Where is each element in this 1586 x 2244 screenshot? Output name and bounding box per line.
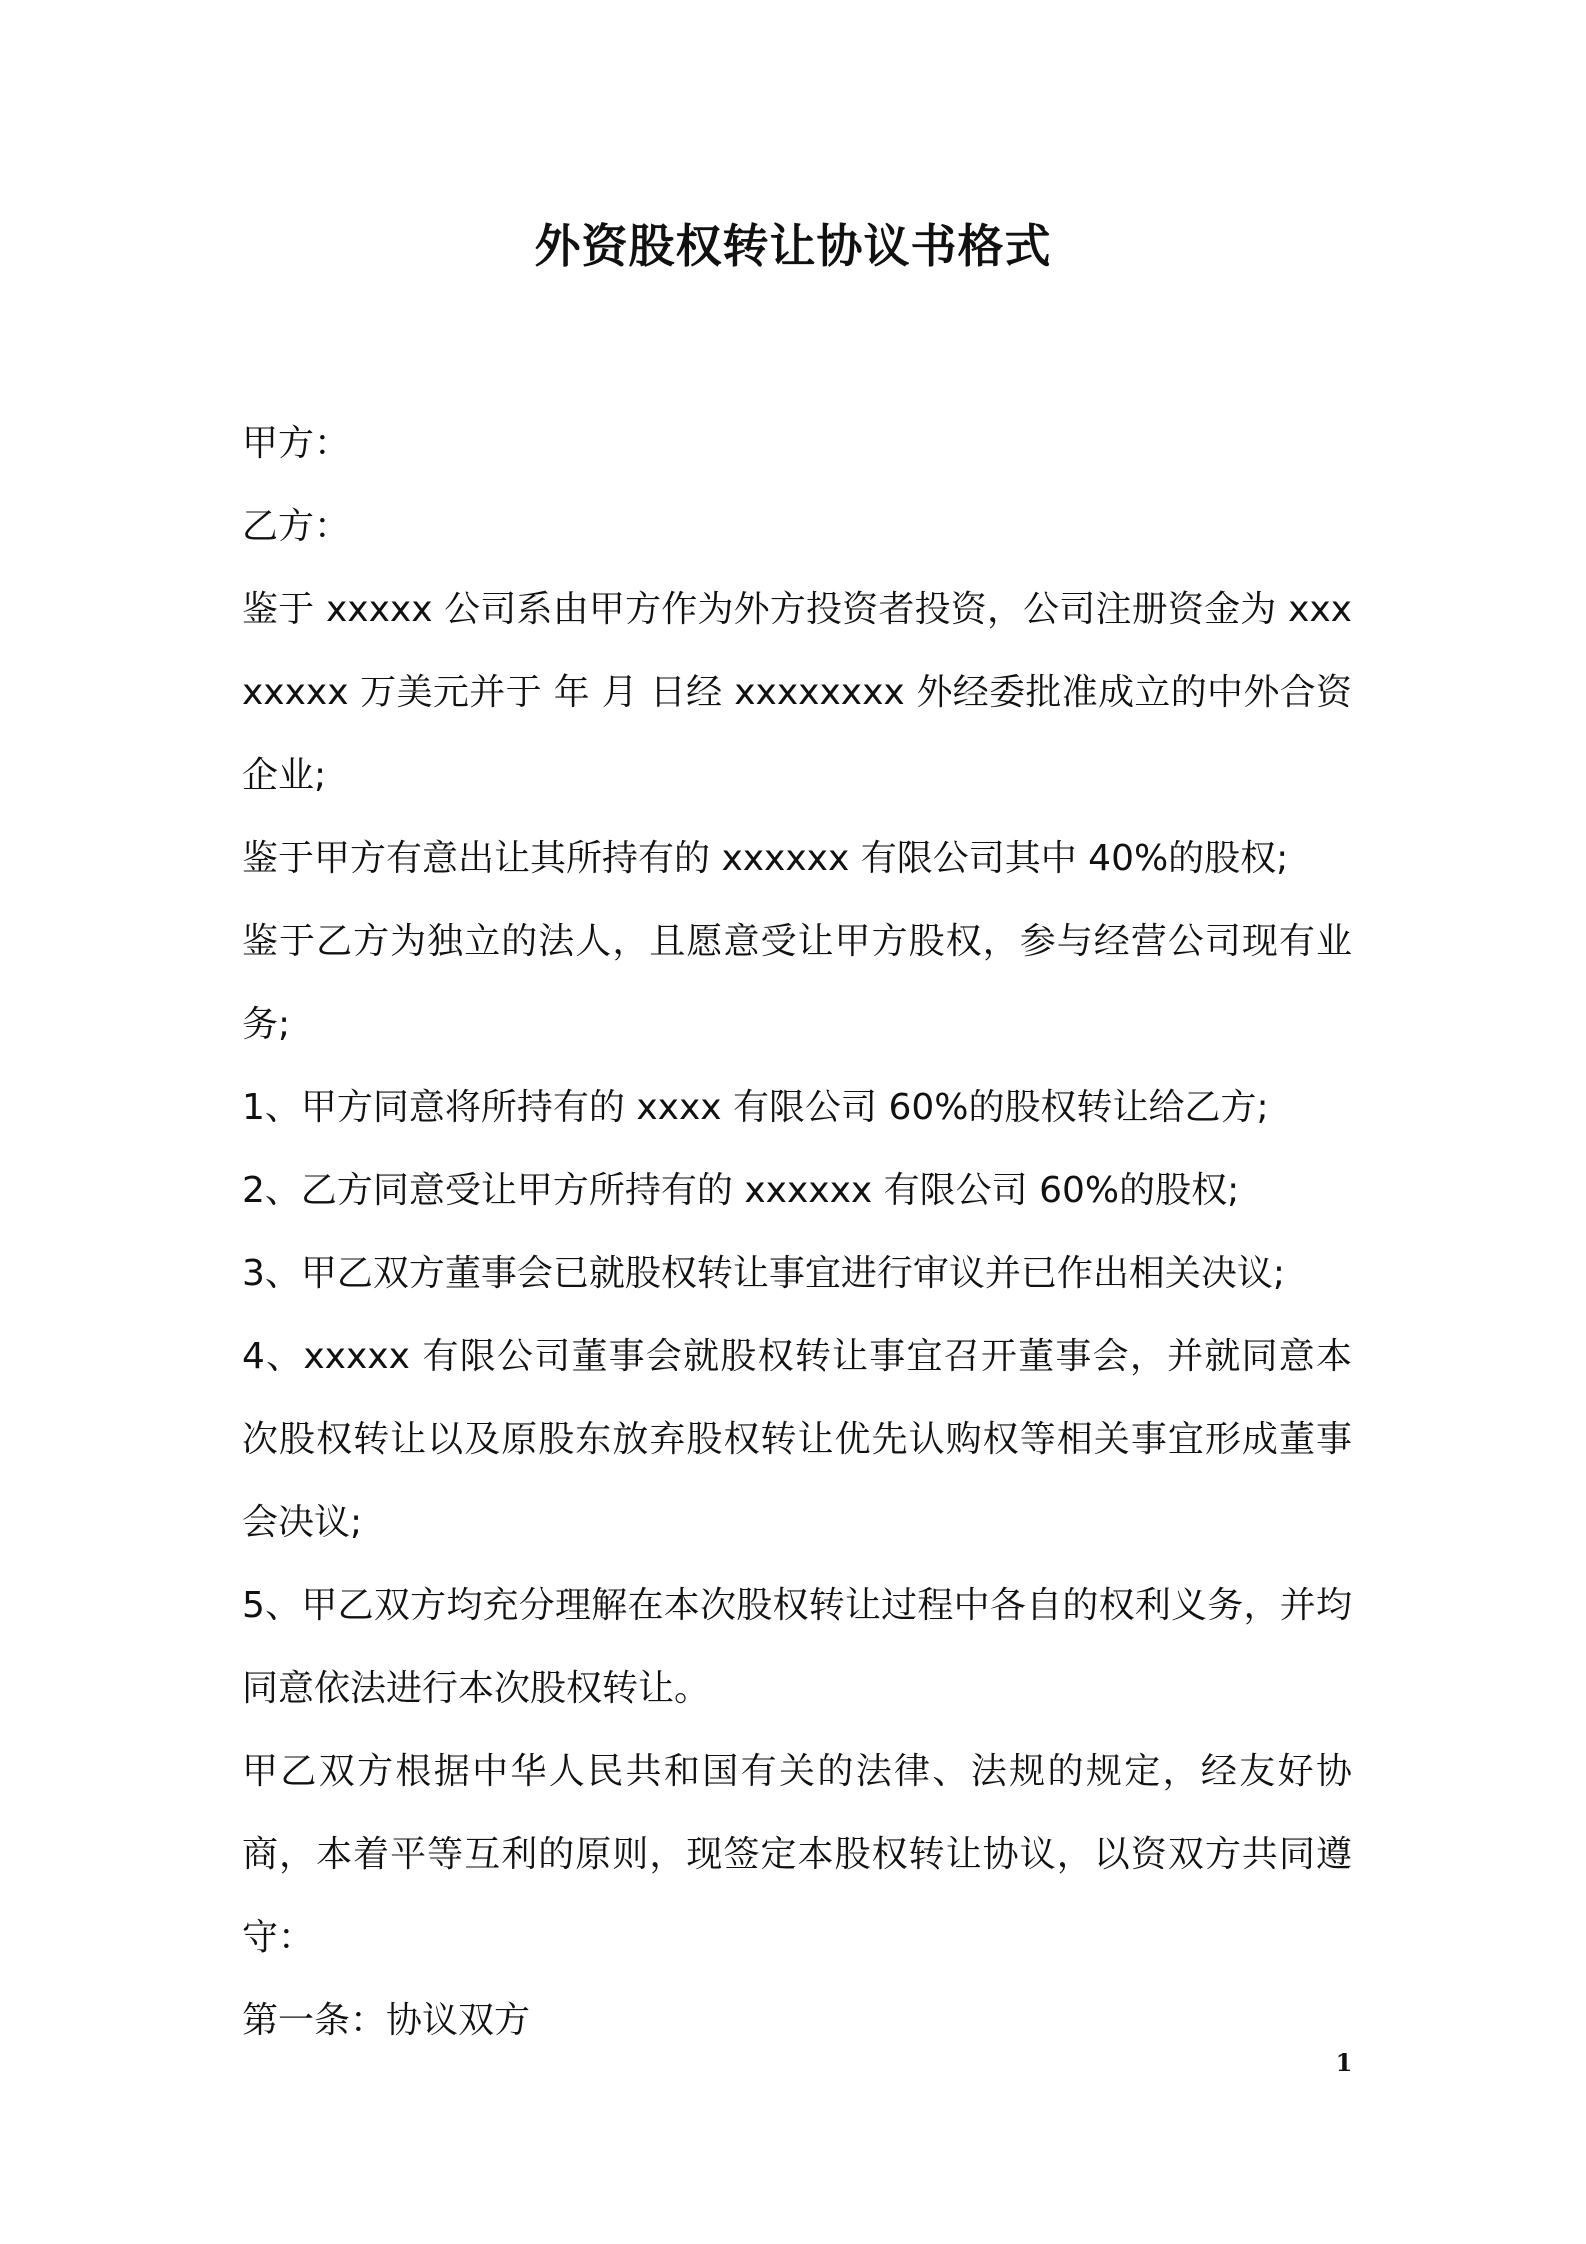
paragraph-whereas-company: 鉴于 xxxxx 公司系由甲方作为外方投资者投资，公司注册资金为 xxxxxxxx 万美元并于 年 月 日经 xxxxxxxx 外经委批准成立的中外合资企业; (242, 589, 1352, 796)
paragraph-item-4: 4、xxxxx 有限公司董事会就股权转让事宜召开董事会，并就同意本次股权转让以及原股东放弃股权转让优先认购权等相关事宜形成董事会决议; (242, 1336, 1352, 1543)
document-body (242, 402, 1352, 2062)
paragraph-item-3: 3、甲乙双方董事会已就股权转让事宜进行审议并已作出相关决议; (242, 1253, 1286, 1294)
paragraph-whereas-party-b: 鉴于乙方为独立的法人，且愿意受让甲方股权，参与经营公司现有业务; (242, 921, 1352, 1045)
paragraph-article-1: 第一条：协议双方 (242, 2000, 531, 2041)
paragraph-item-2: 2、乙方同意受让甲方所持有的 xxxxxx 有限公司 60%的股权; (242, 1170, 1240, 1211)
document-title: 外资股权转让协议书格式 (534, 219, 1052, 273)
paragraph-party-b: 乙方： (242, 506, 351, 547)
paragraph-agreement-basis: 甲乙双方根据中华人民共和国有关的法律、法规的规定，经友好协商，本着平等互利的原则，现签定本股权转让协议，以资双方共同遵守： (242, 1751, 1352, 1958)
paragraph-party-a: 甲方： (242, 423, 351, 464)
page-number: 1 (1335, 2048, 1353, 2077)
paragraph-item-1: 1、甲方同意将所持有的 xxxx 有限公司 60%的股权转让给乙方; (242, 1087, 1269, 1128)
paragraph-item-5: 5、甲乙双方均充分理解在本次股权转让过程中各自的权利义务，并均同意依法进行本次股权转让。 (242, 1585, 1352, 1709)
paragraph-whereas-transfer-intent: 鉴于甲方有意出让其所持有的 xxxxxx 有限公司其中 40%的股权; (242, 838, 1289, 879)
